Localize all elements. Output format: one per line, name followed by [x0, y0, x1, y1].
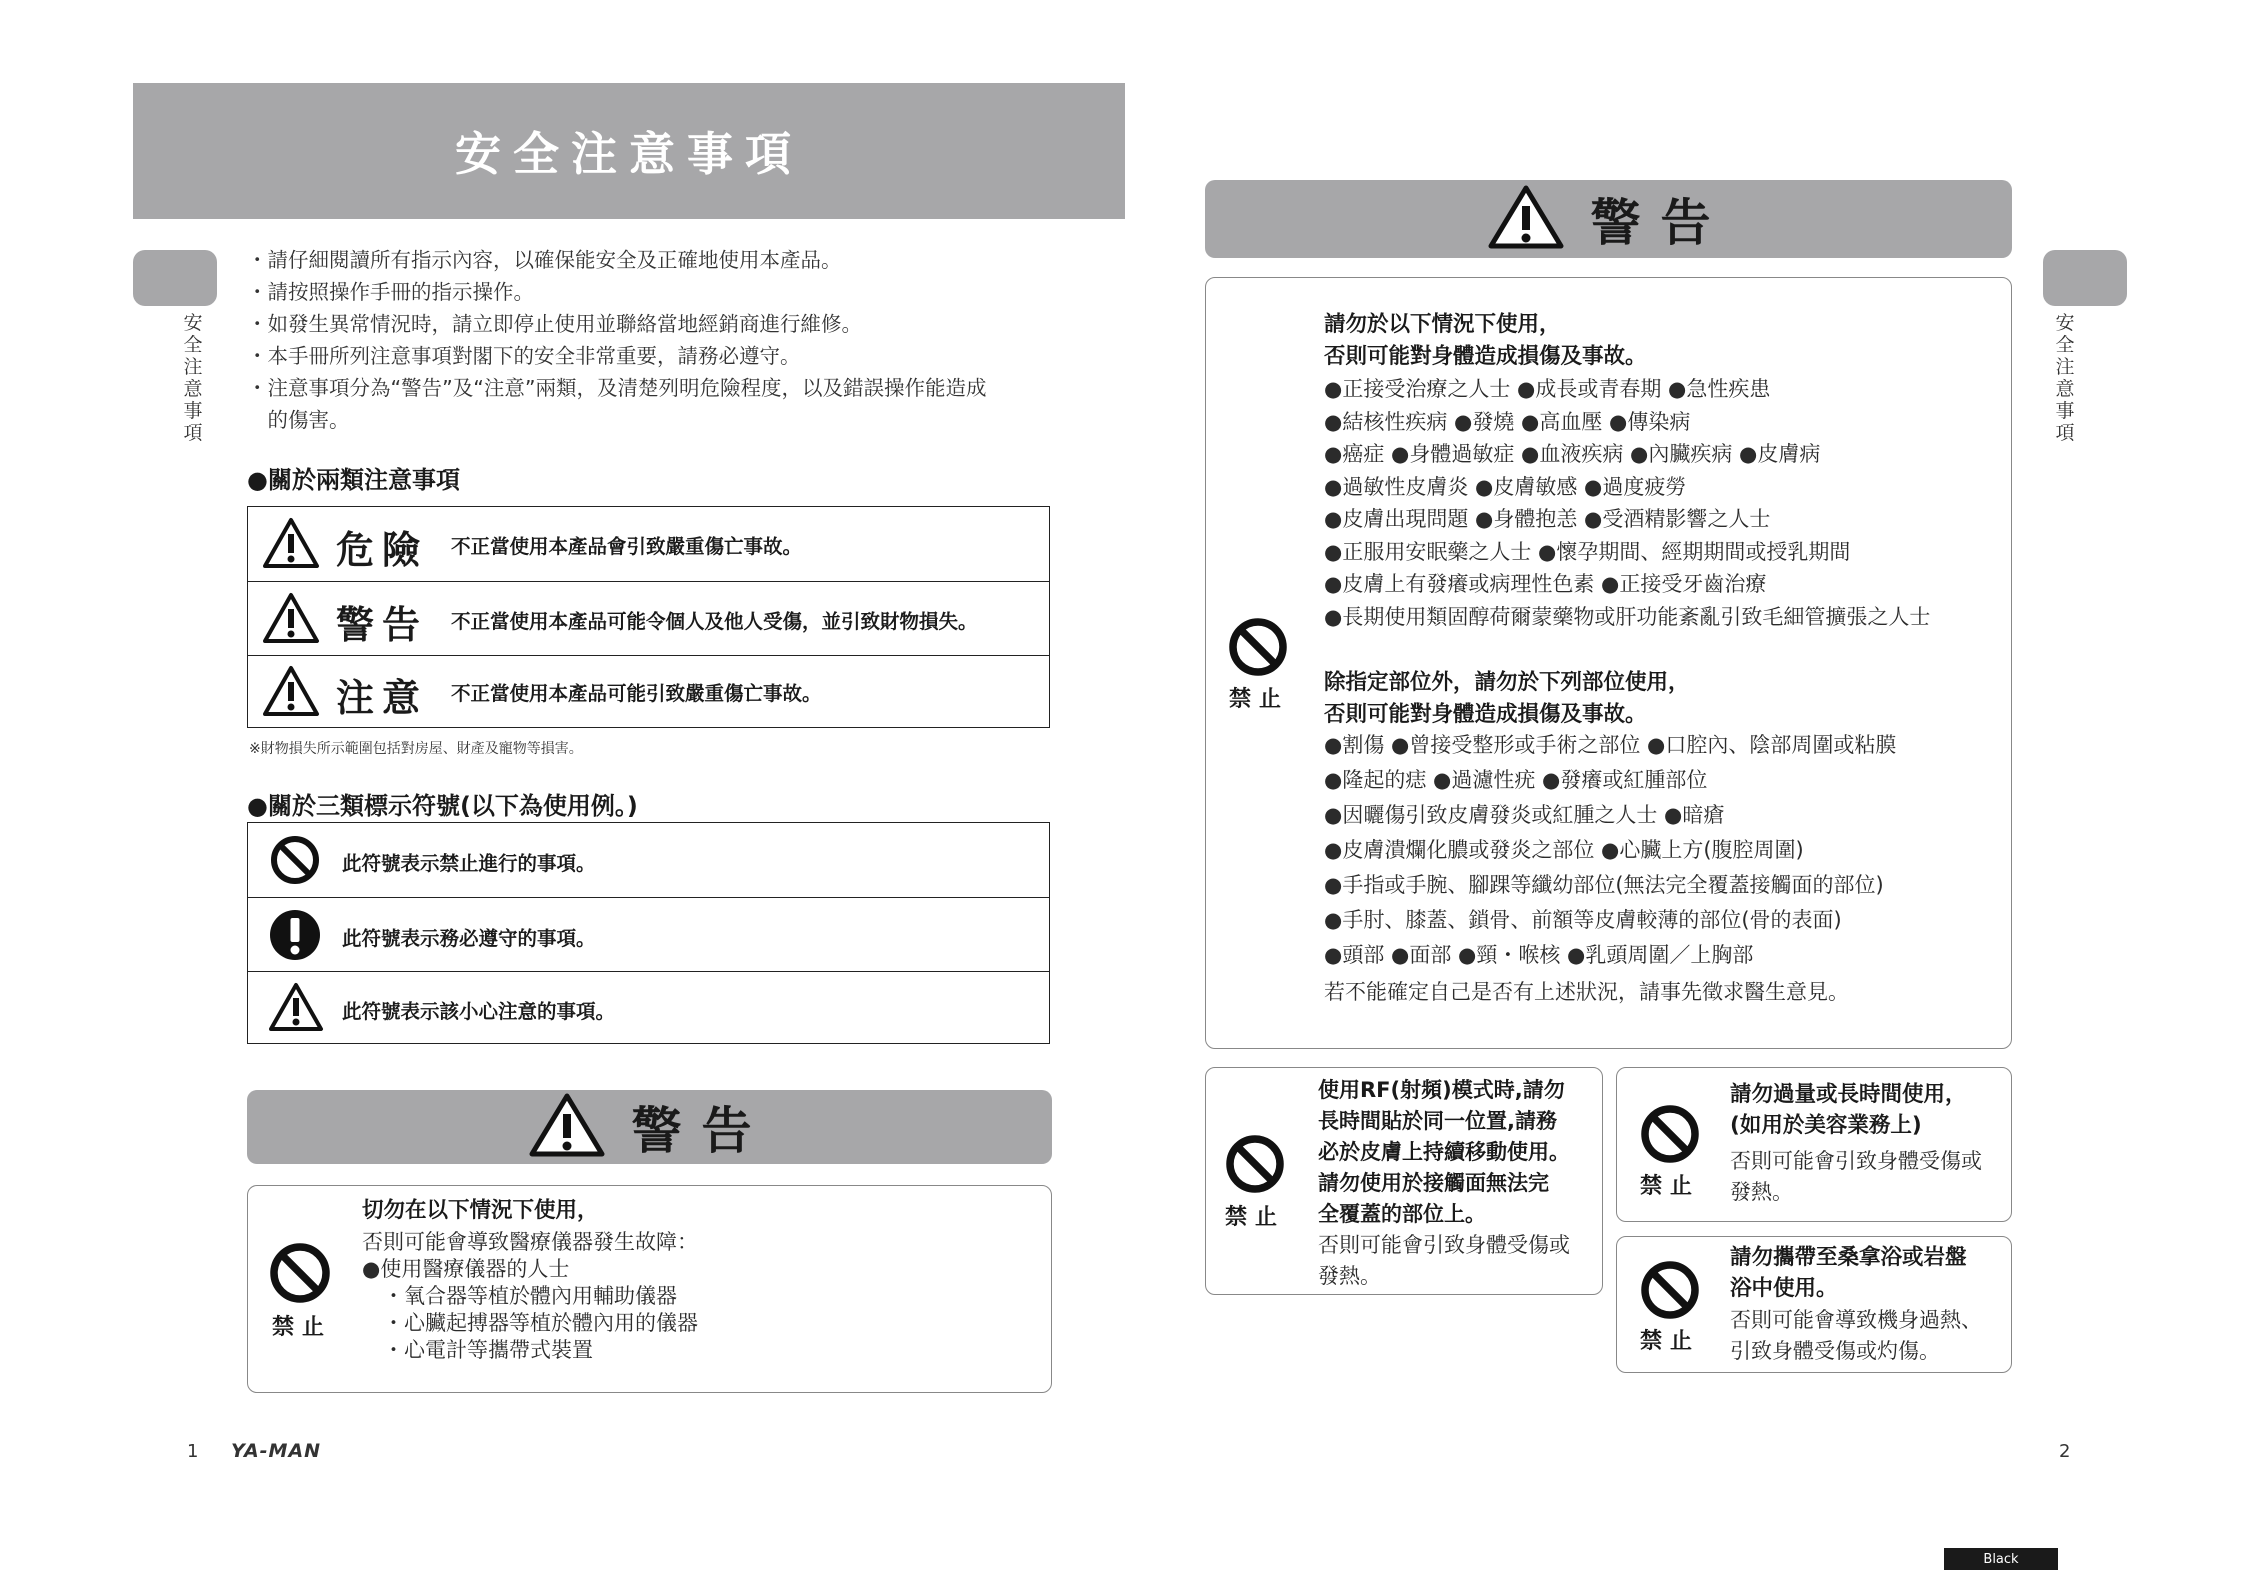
prohibit-label: 禁止 [1639, 1329, 1700, 1354]
level-row-caution [248, 655, 1049, 727]
caution-triangle-icon [262, 665, 320, 721]
main-warning-box [1205, 277, 2012, 1049]
symbol-desc: 此符號表示該小心注意的事項。 [342, 1000, 616, 1023]
list-item: ●隆起的痣 ●過濾性疣 ●發癢或紅腫部位 [1324, 768, 1708, 792]
symbol-desc: 此符號表示禁止進行的事項。 [342, 852, 596, 875]
prohibit-icon [1224, 1133, 1286, 1199]
level-desc: 不正當使用本產品會引致嚴重傷亡事故。 [451, 535, 803, 558]
intro-line: ・請按照操作手冊的指示操作。 [247, 280, 534, 304]
symbol-desc: 此符號表示務必遵守的事項。 [342, 927, 596, 950]
sauna-warning-heading: 請勿攜帶至桑拿浴或岩盤 浴中使用。 [1730, 1245, 1967, 1301]
caution-triangle-icon [528, 1092, 606, 1162]
list-item: ●正服用安眠藥之人士 ●懷孕期間、經期期間或授乳期間 [1324, 539, 1851, 564]
level-word: 危險 [336, 528, 429, 572]
intro-line: 的傷害。 [247, 408, 350, 432]
contraindication-heading: 請勿於以下情況下使用， 否則可能對身體造成損傷及事故。 [1324, 312, 1647, 369]
overuse-warning-heading: 請勿過量或長時間使用， (如用於美容業務上) [1730, 1082, 1967, 1138]
intro-list [247, 244, 986, 436]
page-title: 安全注意事項 [455, 127, 803, 181]
intro-line: ・本手冊所列注意事項對閣下的安全非常重要，請務必遵守。 [247, 344, 801, 368]
list-item: ●頭部 ●面部 ●頸・喉核 ●乳頭周圍／上胸部 [1324, 943, 1754, 967]
level-word: 警告 [336, 603, 429, 647]
list-item: ●手肘、膝蓋、鎖骨、前額等皮膚較薄的部位(骨的表面) [1324, 908, 1842, 932]
level-desc: 不正當使用本產品可能引致嚴重傷亡事故。 [451, 682, 822, 705]
warning-banner-word: 警告 [631, 1102, 772, 1160]
side-label-left: 安 全 注 意 事 項 [183, 312, 203, 444]
levels-heading: ●關於兩類注意事項 [247, 466, 460, 494]
warning-banner-right [1205, 180, 2012, 258]
symbols-heading: ●關於三類標示符號(以下為使用例。) [247, 792, 638, 820]
medical-warning-list: 否則可能會導致醫療儀器發生故障： ●使用醫療儀器的人士 ・氧合器等植於體內用輔助儀器 ・心臟起搏器等植於體內用的儀器 ・心電計等攜帶式裝置 [362, 1230, 698, 1362]
levels-note: ※財物損失所示範圍包括對房屋、財產及寵物等損害。 [249, 741, 583, 757]
prohibit-icon [1227, 616, 1289, 682]
list-item: ●結核性疾病 ●發燒 ●高血壓 ●傳染病 [1324, 409, 1691, 434]
print-color-mark: Black [1944, 1548, 2058, 1570]
prohibit-icon [1639, 1259, 1701, 1325]
symbols-table [247, 822, 1050, 1044]
warning-banner-left [247, 1090, 1052, 1164]
levels-table [247, 506, 1050, 728]
medical-warning-box [247, 1185, 1052, 1393]
caution-icon [268, 982, 324, 1036]
contraindication-list [1324, 373, 1930, 633]
intro-line: ・注意事項分為“警告”及“注意”兩類，及清楚列明危險程度，以及錯誤操作能造成 [247, 376, 987, 400]
list-item: ●正接受治療之人士 ●成長或青春期 ●急性疾患 [1324, 377, 1771, 401]
prohibit-icon [1639, 1103, 1701, 1169]
body-part-heading: 除指定部位外，請勿於下列部位使用， 否則可能對身體造成損傷及事故。 [1324, 670, 1690, 727]
prohibit-label: 禁止 [1639, 1174, 1700, 1199]
caution-triangle-icon [262, 517, 320, 573]
prohibit-label: 禁止 [271, 1315, 332, 1340]
side-tab-left [133, 250, 217, 306]
symbol-row [248, 823, 1049, 897]
list-item: ●皮膚潰爛化膿或發炎之部位 ●心臟上方(腹腔周圍) [1324, 838, 1804, 862]
prohibit-icon [269, 834, 321, 890]
level-word: 注意 [336, 676, 429, 720]
sauna-warning-text: 否則可能會導致機身過熱、 引致身體受傷或灼傷。 [1730, 1308, 1982, 1363]
caution-triangle-icon [1487, 184, 1565, 254]
rf-warning-heading: 使用RF(射頻)模式時,請勿 長時間貼於同一位置,請務 必於皮膚上持續移動使用。 請勿使用於接觸面無法完 全覆蓋的部位上。 [1318, 1078, 1570, 1226]
list-item: ●割傷 ●曾接受整形或手術之部位 ●口腔內、陰部周圍或粘膜 [1324, 733, 1897, 757]
page-number-right: 2 [2059, 1441, 2071, 1462]
list-item: ●手指或手腕、腳踝等纖幼部位(無法完全覆蓋接觸面的部位) [1324, 873, 1884, 897]
warning-banner-word: 警告 [1590, 194, 1731, 252]
list-item: ●皮膚上有發癢或病理性色素 ●正接受牙齒治療 [1324, 572, 1767, 596]
caution-triangle-icon [262, 592, 320, 648]
side-label-right: 安 全 注 意 事 項 [2055, 312, 2075, 444]
level-row-warning [248, 581, 1049, 655]
list-item: ●皮膚出現問題 ●身體抱恙 ●受酒精影響之人士 [1324, 507, 1771, 531]
medical-warning-heading: 切勿在以下情況下使用， [362, 1198, 599, 1223]
page-number-left: 1 [187, 1441, 199, 1462]
mandatory-icon [269, 909, 321, 965]
prohibit-label: 禁止 [1228, 687, 1289, 712]
list-item: ●長期使用類固醇荷爾蒙藥物或肝功能紊亂引致毛細管擴張之人士 [1324, 604, 1931, 629]
intro-line: ・如發生異常情況時，請立即停止使用並聯絡當地經銷商進行維修。 [247, 312, 862, 336]
list-item: ●過敏性皮膚炎 ●皮膚敏感 ●過度疲勞 [1324, 474, 1687, 499]
overuse-warning-box [1616, 1067, 2012, 1222]
brand-logo: YA-MAN [231, 1440, 322, 1462]
symbol-row [248, 897, 1049, 971]
body-part-list [1324, 728, 1896, 973]
list-item: ●癌症 ●身體過敏症 ●血液疾病 ●內臟疾病 ●皮膚病 [1324, 442, 1821, 466]
prohibit-label: 禁止 [1224, 1205, 1285, 1230]
rf-warning-box [1205, 1067, 1603, 1295]
consult-doctor-note: 若不能確定自己是否有上述狀況，請事先徵求醫生意見。 [1324, 980, 1849, 1004]
prohibit-icon [268, 1241, 332, 1309]
intro-line: ・請仔細閱讀所有指示內容，以確保能安全及正確地使用本產品。 [247, 248, 842, 272]
rf-warning-text: 否則可能會引致身體受傷或 發熱。 [1318, 1233, 1570, 1288]
overuse-warning-text: 否則可能會引致身體受傷或 發熱。 [1730, 1149, 1982, 1204]
level-row-danger [248, 507, 1049, 581]
sauna-warning-box [1616, 1236, 2012, 1373]
level-desc: 不正當使用本產品可能令個人及他人受傷，並引致財物損失。 [451, 610, 978, 633]
symbol-row [248, 971, 1049, 1043]
list-item: ●因曬傷引致皮膚發炎或紅腫之人士 ●暗瘡 [1324, 803, 1725, 827]
page-title-banner [133, 83, 1125, 219]
side-tab-right [2043, 250, 2127, 306]
